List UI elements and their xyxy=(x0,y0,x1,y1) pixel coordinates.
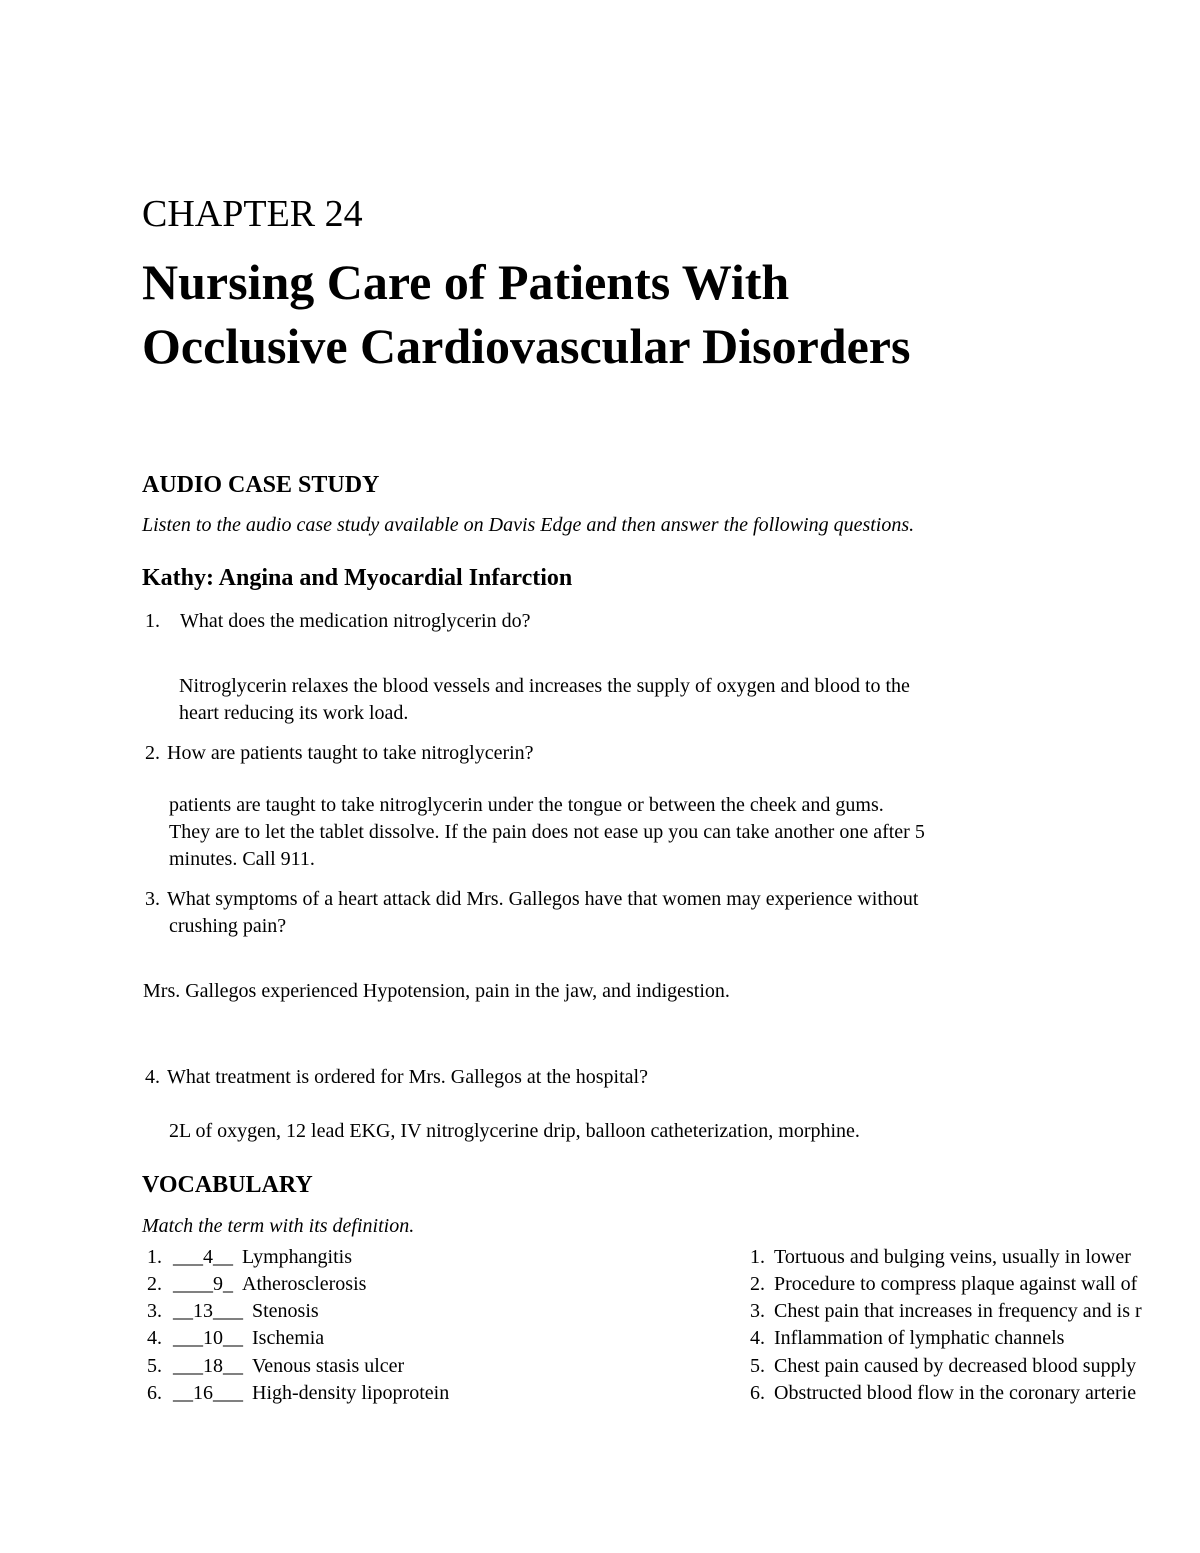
answer-2-line-2: They are to let the tablet dissolve. If the pain does not ease up you can take another one after 5 xyxy=(169,821,925,843)
definition-number: 1. xyxy=(750,1246,765,1268)
term-blank: ____9_ xyxy=(173,1273,233,1295)
definition-number: 6. xyxy=(750,1382,765,1404)
question-3-number: 3. xyxy=(145,888,160,910)
definition-text: Procedure to compress plaque against wall of xyxy=(774,1273,1138,1295)
definition-number: 4. xyxy=(750,1327,765,1349)
term-row xyxy=(147,1353,404,1380)
audio-case-study-heading: AUDIO CASE STUDY xyxy=(142,472,380,498)
definition-row xyxy=(750,1298,1142,1325)
term-text: High-density lipoprotein xyxy=(252,1382,450,1404)
definition-text: Inflammation of lymphatic channels xyxy=(774,1327,1065,1349)
chapter-title xyxy=(142,250,1122,378)
term-row xyxy=(147,1271,366,1298)
definition-text: Obstructed blood flow in the coronary arterie xyxy=(774,1382,1137,1404)
term-row xyxy=(147,1298,319,1325)
definition-text: Tortuous and bulging veins, usually in lower xyxy=(774,1246,1131,1268)
vocabulary-instructions: Match the term with its definition. xyxy=(142,1215,415,1237)
vocabulary-heading: VOCABULARY xyxy=(142,1172,313,1198)
answer-4: 2L of oxygen, 12 lead EKG, IV nitroglycerine drip, balloon catheterization, morphine. xyxy=(169,1120,860,1142)
case-title: Kathy: Angina and Myocardial Infarction xyxy=(142,565,573,591)
term-text: Ischemia xyxy=(252,1327,325,1349)
term-number: 5. xyxy=(147,1355,162,1377)
term-number: 3. xyxy=(147,1300,162,1322)
term-blank: __13___ xyxy=(173,1300,243,1322)
question-4-text: What treatment is ordered for Mrs. Gallegos at the hospital? xyxy=(167,1066,648,1088)
term-number: 6. xyxy=(147,1382,162,1404)
term-text: Stenosis xyxy=(252,1300,319,1322)
chapter-title-line-1: Nursing Care of Patients With xyxy=(142,254,790,310)
definition-row xyxy=(750,1380,1136,1407)
definition-number: 5. xyxy=(750,1355,765,1377)
question-4-number: 4. xyxy=(145,1066,160,1088)
definition-text: Chest pain that increases in frequency and is r xyxy=(774,1300,1142,1322)
definition-text: Chest pain caused by decreased blood supply xyxy=(774,1355,1137,1377)
term-text: Atherosclerosis xyxy=(242,1273,367,1295)
question-1-number: 1. xyxy=(145,610,160,632)
question-2-number: 2. xyxy=(145,742,160,764)
term-blank: ___18__ xyxy=(173,1355,243,1377)
definition-number: 3. xyxy=(750,1300,765,1322)
answer-1-line-1: Nitroglycerin relaxes the blood vessels and increases the supply of oxygen and blood to the xyxy=(179,675,910,697)
question-3-line-1: What symptoms of a heart attack did Mrs. Gallegos have that women may experience without xyxy=(167,888,919,910)
term-blank: __16___ xyxy=(173,1382,243,1404)
term-number: 2. xyxy=(147,1273,162,1295)
answer-2-line-3: minutes. Call 911. xyxy=(169,848,315,870)
term-row xyxy=(147,1325,324,1352)
term-blank: ___10__ xyxy=(173,1327,243,1349)
question-2-text: How are patients taught to take nitroglycerin? xyxy=(167,742,534,764)
answer-3: Mrs. Gallegos experienced Hypotension, pain in the jaw, and indigestion. xyxy=(143,980,730,1002)
chapter-title-line-2: Occlusive Cardiovascular Disorders xyxy=(142,318,911,374)
answer-2-line-1: patients are taught to take nitroglycerin under the tongue or between the cheek and gums. xyxy=(169,794,884,816)
definition-row xyxy=(750,1353,1136,1380)
chapter-label: CHAPTER 24 xyxy=(142,193,363,235)
term-text: Lymphangitis xyxy=(242,1246,352,1268)
answer-1-line-2: heart reducing its work load. xyxy=(179,702,409,724)
term-number: 4. xyxy=(147,1327,162,1349)
term-row xyxy=(147,1380,449,1407)
question-1-text: What does the medication nitroglycerin do? xyxy=(180,610,531,632)
definition-row xyxy=(750,1271,1137,1298)
definition-row xyxy=(750,1244,1131,1271)
term-number: 1. xyxy=(147,1246,162,1268)
audio-case-study-instructions: Listen to the audio case study available on Davis Edge and then answer the following questions. xyxy=(142,514,915,536)
term-row xyxy=(147,1244,352,1271)
term-text: Venous stasis ulcer xyxy=(252,1355,405,1377)
term-blank: ___4__ xyxy=(173,1246,233,1268)
question-3-line-2: crushing pain? xyxy=(169,915,287,937)
definition-number: 2. xyxy=(750,1273,765,1295)
definition-row xyxy=(750,1325,1064,1352)
